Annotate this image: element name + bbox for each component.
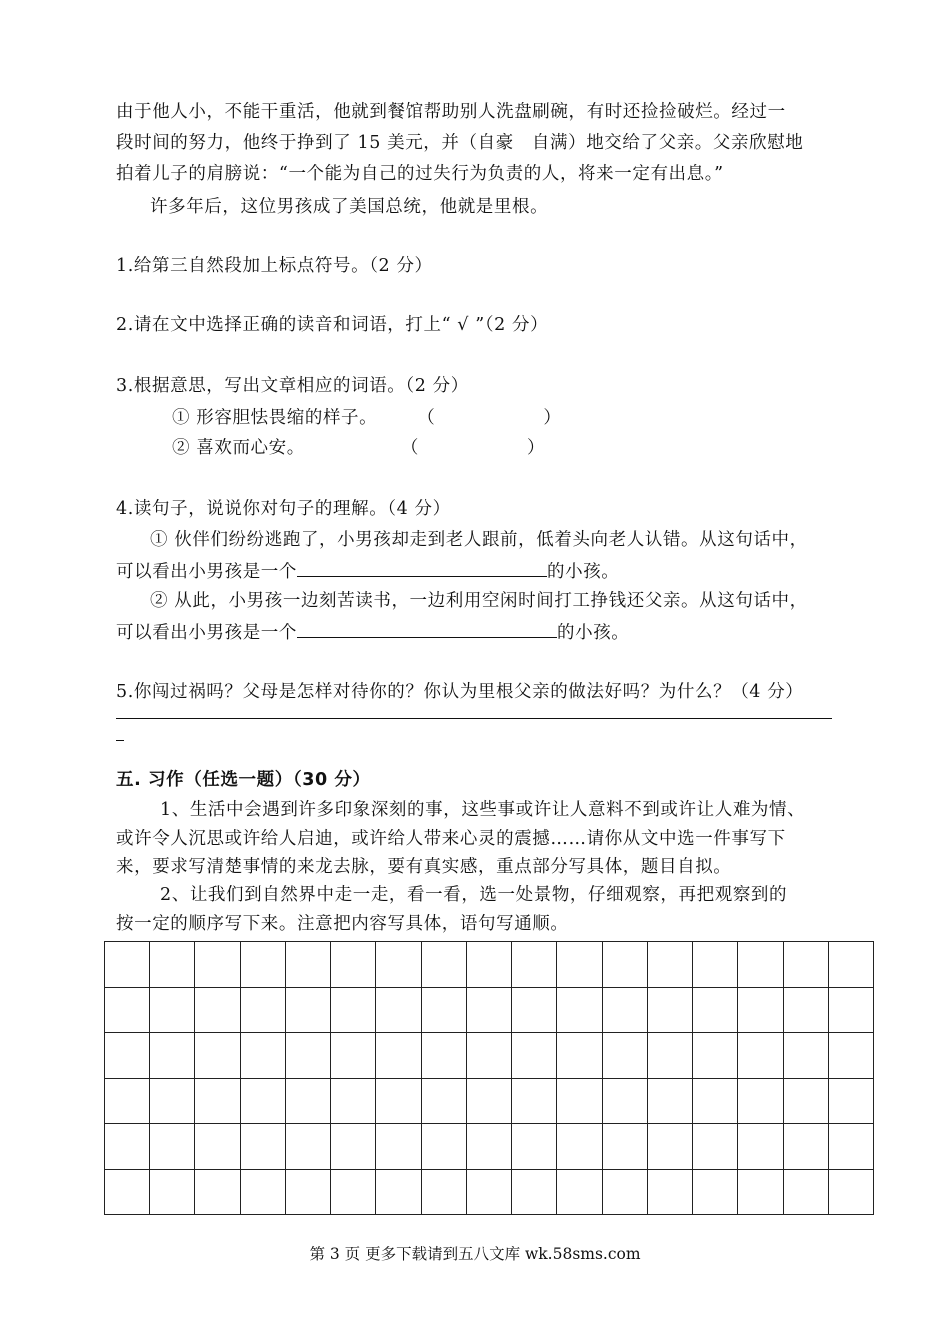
writing-grid-cell[interactable] bbox=[376, 987, 421, 1033]
passage-line-3: 拍着儿子的肩膀说：“一个能为自己的过失行为负责的人，将来一定有出息。” bbox=[116, 164, 724, 184]
writing-grid-cell[interactable] bbox=[512, 1169, 557, 1215]
writing-grid-row bbox=[105, 1169, 874, 1215]
q4-s1-prefix: 可以看出小男孩是一个 bbox=[116, 562, 297, 582]
writing-grid-cell[interactable] bbox=[466, 1033, 511, 1079]
writing-grid-cell[interactable] bbox=[828, 987, 873, 1033]
writing-grid-cell[interactable] bbox=[693, 1033, 738, 1079]
writing-grid-cell[interactable] bbox=[376, 1033, 421, 1079]
composition-option-1-line-2: 或许令人沉思或许给人启迪，或许给人带来心灵的震撼……请你从文中选一件事写下 bbox=[116, 829, 786, 849]
writing-grid-row bbox=[105, 1124, 874, 1170]
writing-grid-cell[interactable] bbox=[602, 1169, 647, 1215]
writing-grid-cell[interactable] bbox=[828, 1033, 873, 1079]
q4-s2-prefix: 可以看出小男孩是一个 bbox=[116, 623, 297, 643]
writing-grid-cell[interactable] bbox=[602, 1078, 647, 1124]
writing-grid-cell[interactable] bbox=[602, 1124, 647, 1170]
writing-grid-cell[interactable] bbox=[512, 1078, 557, 1124]
writing-grid-cell[interactable] bbox=[828, 1124, 873, 1170]
writing-grid-cell[interactable] bbox=[331, 1124, 376, 1170]
writing-grid-cell[interactable] bbox=[105, 1078, 150, 1124]
writing-grid-cell[interactable] bbox=[421, 1033, 466, 1079]
writing-grid-row bbox=[105, 1078, 874, 1124]
composition-option-1-line-1: 1、生活中会遇到许多印象深刻的事，这些事或许让人意料不到或许让人难为情、 bbox=[160, 800, 806, 820]
writing-grid-cell[interactable] bbox=[195, 1033, 240, 1079]
writing-grid-cell[interactable] bbox=[783, 987, 828, 1033]
writing-grid-cell[interactable] bbox=[647, 1124, 692, 1170]
composition-heading: 五. 习作（任选一题）（30 分） bbox=[116, 770, 371, 790]
writing-grid-cell[interactable] bbox=[466, 942, 511, 988]
writing-grid-cell[interactable] bbox=[738, 1169, 783, 1215]
writing-grid-row bbox=[105, 1033, 874, 1079]
question-3-item-1 bbox=[172, 406, 561, 430]
q3-item-1-text: ① 形容胆怯畏缩的样子。 bbox=[172, 408, 378, 428]
writing-grid-cell[interactable] bbox=[240, 1078, 285, 1124]
writing-grid-cell[interactable] bbox=[285, 1169, 330, 1215]
writing-grid-cell[interactable] bbox=[331, 1078, 376, 1124]
q4-sentence-1: ① 伙伴们纷纷逃跑了，小男孩却走到老人跟前，低着头向老人认错。从这句话中， bbox=[150, 530, 808, 550]
writing-grid-cell[interactable] bbox=[602, 942, 647, 988]
writing-grid-cell[interactable] bbox=[783, 1078, 828, 1124]
writing-grid-row bbox=[105, 987, 874, 1033]
writing-grid-cell[interactable] bbox=[240, 987, 285, 1033]
q5-answer-line-end bbox=[116, 740, 124, 741]
writing-grid-row bbox=[105, 942, 874, 988]
writing-grid-cell[interactable] bbox=[150, 1124, 195, 1170]
writing-grid-cell[interactable] bbox=[150, 1169, 195, 1215]
writing-grid-cell[interactable] bbox=[783, 1124, 828, 1170]
writing-grid-cell[interactable] bbox=[331, 1169, 376, 1215]
writing-grid-cell[interactable] bbox=[195, 1124, 240, 1170]
writing-grid-cell[interactable] bbox=[557, 1078, 602, 1124]
writing-grid-cell[interactable] bbox=[647, 987, 692, 1033]
writing-grid-cell[interactable] bbox=[512, 1033, 557, 1079]
composition-option-2-line-2: 按一定的顺序写下来。注意把内容写具体，语句写通顺。 bbox=[116, 914, 569, 934]
q3-item-2-close-paren: ） bbox=[526, 438, 546, 458]
writing-grid-cell[interactable] bbox=[331, 942, 376, 988]
writing-grid-cell[interactable] bbox=[738, 1078, 783, 1124]
writing-grid-cell[interactable] bbox=[828, 1169, 873, 1215]
writing-grid-cell[interactable] bbox=[285, 942, 330, 988]
writing-grid-cell[interactable] bbox=[331, 987, 376, 1033]
writing-grid-cell[interactable] bbox=[557, 1169, 602, 1215]
writing-grid-cell[interactable] bbox=[331, 1033, 376, 1079]
writing-grid-cell[interactable] bbox=[150, 1078, 195, 1124]
writing-grid-cell[interactable] bbox=[240, 942, 285, 988]
writing-grid-cell[interactable] bbox=[105, 987, 150, 1033]
writing-grid-cell[interactable] bbox=[738, 1033, 783, 1079]
writing-grid-cell[interactable] bbox=[285, 1124, 330, 1170]
writing-grid-cell[interactable] bbox=[828, 942, 873, 988]
composition-option-2-line-1: 2、让我们到自然界中走一走，看一看，选一处景物，仔细观察，再把观察到的 bbox=[160, 885, 788, 905]
q4-sentence-2: ② 从此，小男孩一边刻苦读书，一边利用空闲时间打工挣钱还父亲。从这句话中， bbox=[150, 591, 808, 611]
writing-grid[interactable] bbox=[104, 941, 874, 1215]
writing-grid-cell[interactable] bbox=[557, 987, 602, 1033]
writing-grid-cell[interactable] bbox=[557, 1124, 602, 1170]
writing-grid-cell[interactable] bbox=[512, 1124, 557, 1170]
writing-grid-cell[interactable] bbox=[105, 1033, 150, 1079]
writing-grid-cell[interactable] bbox=[240, 1033, 285, 1079]
writing-grid-cell[interactable] bbox=[376, 1169, 421, 1215]
q5-answer-line[interactable] bbox=[116, 718, 832, 719]
writing-grid-cell[interactable] bbox=[150, 942, 195, 988]
writing-grid-cell[interactable] bbox=[421, 942, 466, 988]
writing-grid-cell[interactable] bbox=[602, 1033, 647, 1079]
writing-grid-cell[interactable] bbox=[602, 987, 647, 1033]
question-4-title: 4.读句子，说说你对句子的理解。（4 分） bbox=[116, 499, 451, 519]
writing-grid-cell[interactable] bbox=[195, 987, 240, 1033]
writing-grid-cell[interactable] bbox=[240, 1124, 285, 1170]
writing-grid-cell[interactable] bbox=[285, 1078, 330, 1124]
writing-grid-cell[interactable] bbox=[466, 1124, 511, 1170]
question-1: 1.给第三自然段加上标点符号。（2 分） bbox=[116, 256, 433, 276]
writing-grid-cell[interactable] bbox=[693, 1078, 738, 1124]
writing-grid-cell[interactable] bbox=[421, 1124, 466, 1170]
q4-s2-blank[interactable] bbox=[297, 619, 557, 638]
q3-item-2-text: ② 喜欢而心安。 bbox=[172, 438, 305, 458]
q3-item-2-open-paren: （ bbox=[400, 438, 419, 458]
writing-grid-cell[interactable] bbox=[376, 1124, 421, 1170]
writing-grid-cell[interactable] bbox=[647, 942, 692, 988]
writing-grid-cell[interactable] bbox=[150, 987, 195, 1033]
writing-grid-cell[interactable] bbox=[150, 1033, 195, 1079]
writing-grid-cell[interactable] bbox=[285, 1033, 330, 1079]
writing-grid-cell[interactable] bbox=[421, 987, 466, 1033]
passage-line-1: 由于他人小，不能干重活，他就到餐馆帮助别人洗盘刷碗，有时还捡捡破烂。经过一 bbox=[116, 102, 786, 122]
writing-grid-cell[interactable] bbox=[828, 1078, 873, 1124]
writing-grid-cell[interactable] bbox=[783, 1169, 828, 1215]
writing-grid-cell[interactable] bbox=[466, 1169, 511, 1215]
writing-grid-cell[interactable] bbox=[693, 1124, 738, 1170]
writing-grid-cell[interactable] bbox=[105, 942, 150, 988]
q4-sentence-2-answer bbox=[116, 619, 629, 645]
writing-grid-cell[interactable] bbox=[195, 942, 240, 988]
composition-option-1-line-3: 来，要求写清楚事情的来龙去脉，要有真实感，重点部分写具体，题目自拟。 bbox=[116, 857, 732, 877]
page-footer: 第 3 页 更多下载请到五八文库 wk.58sms.com bbox=[309, 1245, 641, 1263]
q3-item-1-open-paren: （ bbox=[417, 408, 436, 428]
writing-grid-cell[interactable] bbox=[693, 942, 738, 988]
q4-s2-suffix: 的小孩。 bbox=[557, 623, 630, 643]
writing-grid-cell[interactable] bbox=[557, 942, 602, 988]
writing-grid-cell[interactable] bbox=[647, 1169, 692, 1215]
writing-grid-cell[interactable] bbox=[195, 1169, 240, 1215]
writing-grid-cell[interactable] bbox=[783, 942, 828, 988]
writing-grid-cell[interactable] bbox=[105, 1124, 150, 1170]
q3-item-1-close-paren: ） bbox=[543, 408, 562, 428]
writing-grid-cell[interactable] bbox=[376, 942, 421, 988]
writing-grid-cell[interactable] bbox=[240, 1169, 285, 1215]
writing-grid-cell[interactable] bbox=[738, 1124, 783, 1170]
writing-grid-cell[interactable] bbox=[285, 987, 330, 1033]
writing-grid-cell[interactable] bbox=[512, 942, 557, 988]
writing-grid-cell[interactable] bbox=[421, 1078, 466, 1124]
writing-grid-cell[interactable] bbox=[647, 1078, 692, 1124]
question-2: 2.请在文中选择正确的读音和词语，打上“ √ ”（2 分） bbox=[116, 315, 549, 335]
writing-grid-cell[interactable] bbox=[783, 1033, 828, 1079]
question-3-title: 3.根据意思，写出文章相应的词语。（2 分） bbox=[116, 376, 469, 396]
writing-grid-cell[interactable] bbox=[421, 1169, 466, 1215]
writing-grid-cell[interactable] bbox=[195, 1078, 240, 1124]
writing-grid-cell[interactable] bbox=[693, 1169, 738, 1215]
writing-grid-cell[interactable] bbox=[738, 987, 783, 1033]
question-5: 5.你闯过祸吗？父母是怎样对待你的？你认为里根父亲的做法好吗？为什么？（4 分） bbox=[116, 682, 804, 702]
writing-grid-cell[interactable] bbox=[647, 1033, 692, 1079]
writing-grid-cell[interactable] bbox=[105, 1169, 150, 1215]
passage-line-2: 段时间的努力，他终于挣到了 15 美元，并（自豪 自满）地交给了父亲。父亲欣慰地 bbox=[116, 133, 804, 153]
passage-line-4: 许多年后，这位男孩成了美国总统，他就是里根。 bbox=[150, 197, 549, 217]
writing-grid-cell[interactable] bbox=[466, 987, 511, 1033]
writing-grid-cell[interactable] bbox=[512, 987, 557, 1033]
q4-s1-suffix: 的小孩。 bbox=[547, 562, 620, 582]
writing-grid-cell[interactable] bbox=[376, 1078, 421, 1124]
writing-grid-cell[interactable] bbox=[738, 942, 783, 988]
question-3-item-2 bbox=[172, 436, 545, 460]
writing-grid-cell[interactable] bbox=[557, 1033, 602, 1079]
q4-s1-blank[interactable] bbox=[297, 558, 547, 577]
writing-grid-cell[interactable] bbox=[466, 1078, 511, 1124]
writing-grid-cell[interactable] bbox=[693, 987, 738, 1033]
q4-sentence-1-answer bbox=[116, 558, 619, 584]
